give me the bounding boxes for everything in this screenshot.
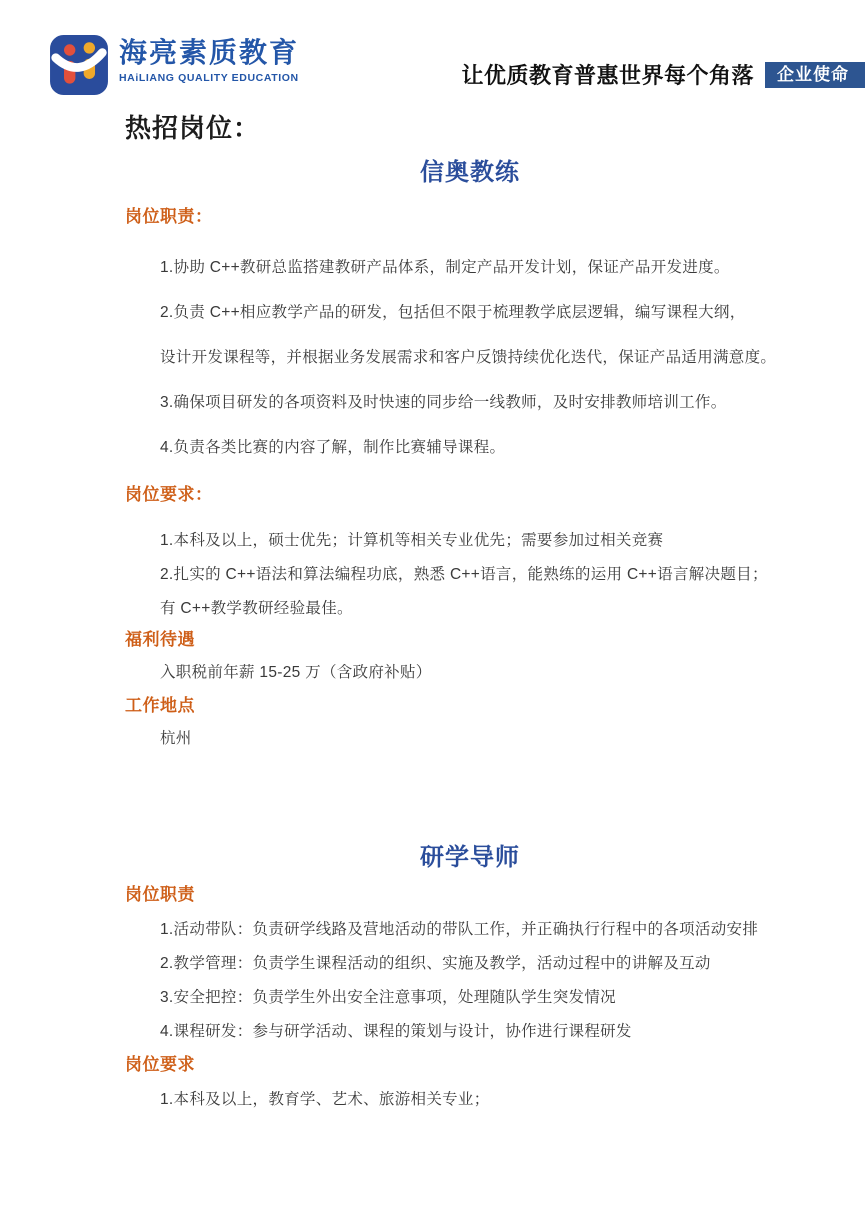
job-section-xinao-coach	[125, 159, 815, 749]
job1-requirement-line: 有 C++教学教研经验最佳。	[160, 600, 353, 617]
job1-location-value: 杭州	[160, 730, 192, 747]
job1-title: 信奥教练	[420, 159, 520, 186]
brand-name-cn: 海亮素质教育	[119, 37, 300, 68]
job2-duty-line: 2.教学管理：负责学生课程活动的组织、实施及教学，活动过程中的讲解及互动	[160, 955, 711, 972]
job1-duties-label: 岗位职责：	[125, 207, 213, 226]
job-section-study-tour-mentor	[125, 844, 815, 1110]
job2-requirements-label: 岗位要求	[125, 1055, 195, 1074]
job2-title: 研学导师	[420, 844, 520, 871]
mission-badge: 企业使命	[765, 62, 865, 88]
job1-duty-line: 设计开发课程等，并根据业务发展需求和客户反馈持续优化迭代，保证产品适用满意度。	[160, 349, 777, 366]
job2-duty-line: 1.活动带队：负责研学线路及营地活动的带队工作，并正确执行行程中的各项活动安排	[160, 921, 759, 938]
job1-requirements-label: 岗位要求：	[125, 485, 213, 504]
document-content	[125, 113, 815, 1110]
job2-requirement-line: 1.本科及以上，教育学、艺术、旅游相关专业；	[160, 1091, 490, 1108]
job1-duty-line: 2.负责 C++相应教学产品的研发，包括但不限于梳理教学底层逻辑，编写课程大纲，	[160, 304, 746, 321]
hailiang-logo	[50, 35, 299, 95]
job2-duty-line: 4.课程研发：参与研学活动、课程的策划与设计，协作进行课程研发	[160, 1023, 632, 1040]
job1-duty-line: 4.负责各类比赛的内容了解，制作比赛辅导课程。	[160, 439, 506, 456]
job1-location-label: 工作地点	[125, 696, 195, 715]
job1-requirement-line: 1.本科及以上，硕士优先；计算机等相关专业优先；需要参加过相关竞赛	[160, 532, 664, 549]
job1-duty-line: 3.确保项目研发的各项资料及时快速的同步给一线教师，及时安排教师培训工作。	[160, 394, 727, 411]
job1-welfare-label: 福利待遇	[125, 630, 195, 649]
brand-name-en: HAiLIANG QUALITY EDUCATION	[119, 72, 299, 84]
job1-duty-line: 1.协助 C++教研总监搭建教研产品体系，制定产品开发计划，保证产品开发进度。	[160, 259, 730, 276]
page-title: 热招岗位：	[125, 113, 261, 143]
hailiang-logo-icon	[50, 35, 108, 95]
job2-duties-label: 岗位职责	[125, 885, 195, 904]
brand-name-block	[119, 35, 299, 84]
mission-tagline: 让优质教育普惠世界每个角落	[461, 63, 754, 88]
job1-requirement-line: 2.扎实的 C++语法和算法编程功底，熟悉 C++语言，能熟练的运用 C++语言解决题目；	[160, 566, 768, 583]
mission-header	[461, 59, 865, 90]
job2-duty-line: 3.安全把控：负责学生外出安全注意事项，处理随队学生突发情况	[160, 989, 616, 1006]
job1-welfare-value: 入职税前年薪 15-25 万（含政府补贴）	[160, 664, 432, 681]
